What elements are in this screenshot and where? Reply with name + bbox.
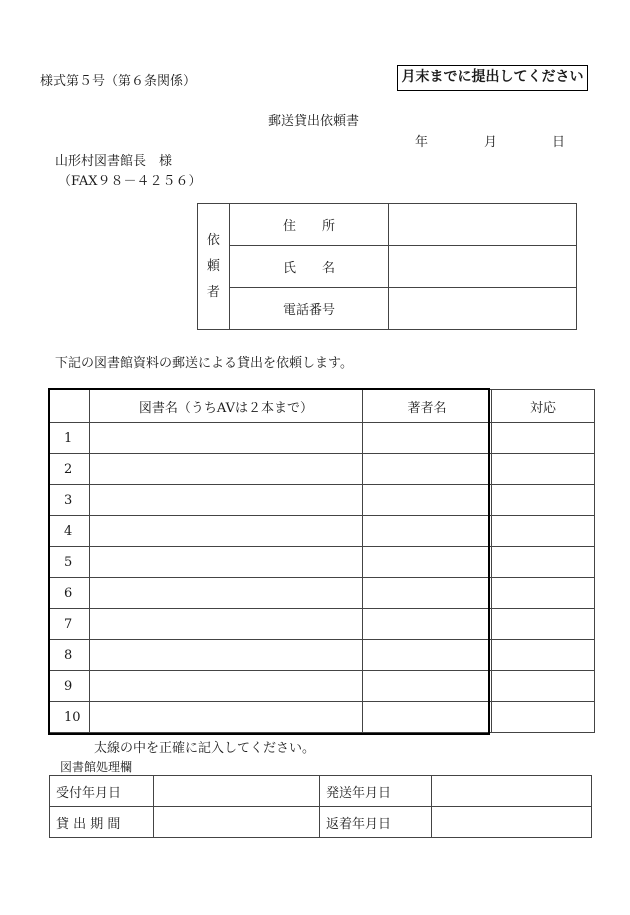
row-number: 7 xyxy=(50,609,90,640)
book-title-field[interactable] xyxy=(90,578,363,609)
header-author: 著者名 xyxy=(363,390,492,423)
response-field xyxy=(492,702,595,733)
book-title-field[interactable] xyxy=(90,671,363,702)
book-title-field[interactable] xyxy=(90,454,363,485)
name-field[interactable] xyxy=(389,246,577,288)
row-number: 1 xyxy=(50,423,90,454)
note-text: 太線の中を正確に記入してください。 xyxy=(94,741,316,756)
response-field xyxy=(492,454,595,485)
row-number: 5 xyxy=(50,547,90,578)
book-title-field[interactable] xyxy=(90,702,363,733)
side-char: 頼 xyxy=(206,258,220,274)
response-field xyxy=(492,578,595,609)
processing-heading: 図書館処理欄 xyxy=(60,760,133,774)
fax-number: （FAX９８－４２５６） xyxy=(58,174,202,189)
book-row xyxy=(50,516,595,547)
received-date-label: 受付年月日 xyxy=(50,776,154,807)
book-row xyxy=(50,454,595,485)
row-number: 10 xyxy=(50,702,90,733)
book-row xyxy=(50,547,595,578)
address-label: 住 所 xyxy=(229,204,388,246)
row-number: 8 xyxy=(50,640,90,671)
requester-side-label xyxy=(198,204,230,330)
date-month: 月 xyxy=(484,135,498,150)
name-label: 氏 名 xyxy=(229,246,388,288)
phone-field[interactable] xyxy=(389,288,577,330)
address-field[interactable] xyxy=(389,204,577,246)
author-field[interactable] xyxy=(363,640,492,671)
row-number: 4 xyxy=(50,516,90,547)
header-response: 対応 xyxy=(492,390,595,423)
form-number: 様式第５号（第６条関係） xyxy=(40,74,197,89)
row-number: 2 xyxy=(50,454,90,485)
author-field[interactable] xyxy=(363,454,492,485)
intro-text: 下記の図書館資料の郵送による貸出を依頼します。 xyxy=(55,356,353,371)
book-title-field[interactable] xyxy=(90,609,363,640)
deadline-notice: 月末までに提出してください xyxy=(397,65,588,91)
side-char: 者 xyxy=(206,284,220,300)
book-title-field[interactable] xyxy=(90,640,363,671)
header-book-title: 図書名（うちAVは２本まで） xyxy=(90,390,363,423)
author-field[interactable] xyxy=(363,671,492,702)
author-field[interactable] xyxy=(363,609,492,640)
document-title: 郵送貸出依頼書 xyxy=(268,114,360,129)
author-field[interactable] xyxy=(363,485,492,516)
received-date-field[interactable] xyxy=(154,776,320,807)
book-title-field[interactable] xyxy=(90,547,363,578)
book-row xyxy=(50,702,595,733)
book-title-field[interactable] xyxy=(90,516,363,547)
author-field[interactable] xyxy=(363,423,492,454)
books-table xyxy=(49,389,595,733)
author-field[interactable] xyxy=(363,516,492,547)
author-field[interactable] xyxy=(363,547,492,578)
author-field[interactable] xyxy=(363,578,492,609)
loan-period-field[interactable] xyxy=(154,807,320,838)
book-title-field[interactable] xyxy=(90,423,363,454)
book-row xyxy=(50,671,595,702)
side-char: 依 xyxy=(206,232,220,248)
row-number: 3 xyxy=(50,485,90,516)
sent-date-field[interactable] xyxy=(432,776,592,807)
book-row xyxy=(50,423,595,454)
date-year: 年 xyxy=(415,135,429,150)
response-field xyxy=(492,547,595,578)
phone-label: 電話番号 xyxy=(229,288,388,330)
addressee: 山形村図書館長 様 xyxy=(55,154,173,169)
header-number xyxy=(50,390,90,423)
requester-table xyxy=(197,203,577,330)
row-number: 6 xyxy=(50,578,90,609)
book-row xyxy=(50,609,595,640)
book-title-field[interactable] xyxy=(90,485,363,516)
processing-table xyxy=(49,775,592,838)
date-day: 日 xyxy=(552,135,566,150)
loan-period-label: 貸 出 期 間 xyxy=(50,807,154,838)
returned-date-label: 返着年月日 xyxy=(320,807,432,838)
book-row xyxy=(50,640,595,671)
row-number: 9 xyxy=(50,671,90,702)
response-field xyxy=(492,609,595,640)
response-field xyxy=(492,640,595,671)
returned-date-field[interactable] xyxy=(432,807,592,838)
response-field xyxy=(492,423,595,454)
book-row xyxy=(50,578,595,609)
sent-date-label: 発送年月日 xyxy=(320,776,432,807)
response-field xyxy=(492,671,595,702)
books-header-row xyxy=(50,390,595,423)
author-field[interactable] xyxy=(363,702,492,733)
response-field xyxy=(492,485,595,516)
response-field xyxy=(492,516,595,547)
book-row xyxy=(50,485,595,516)
